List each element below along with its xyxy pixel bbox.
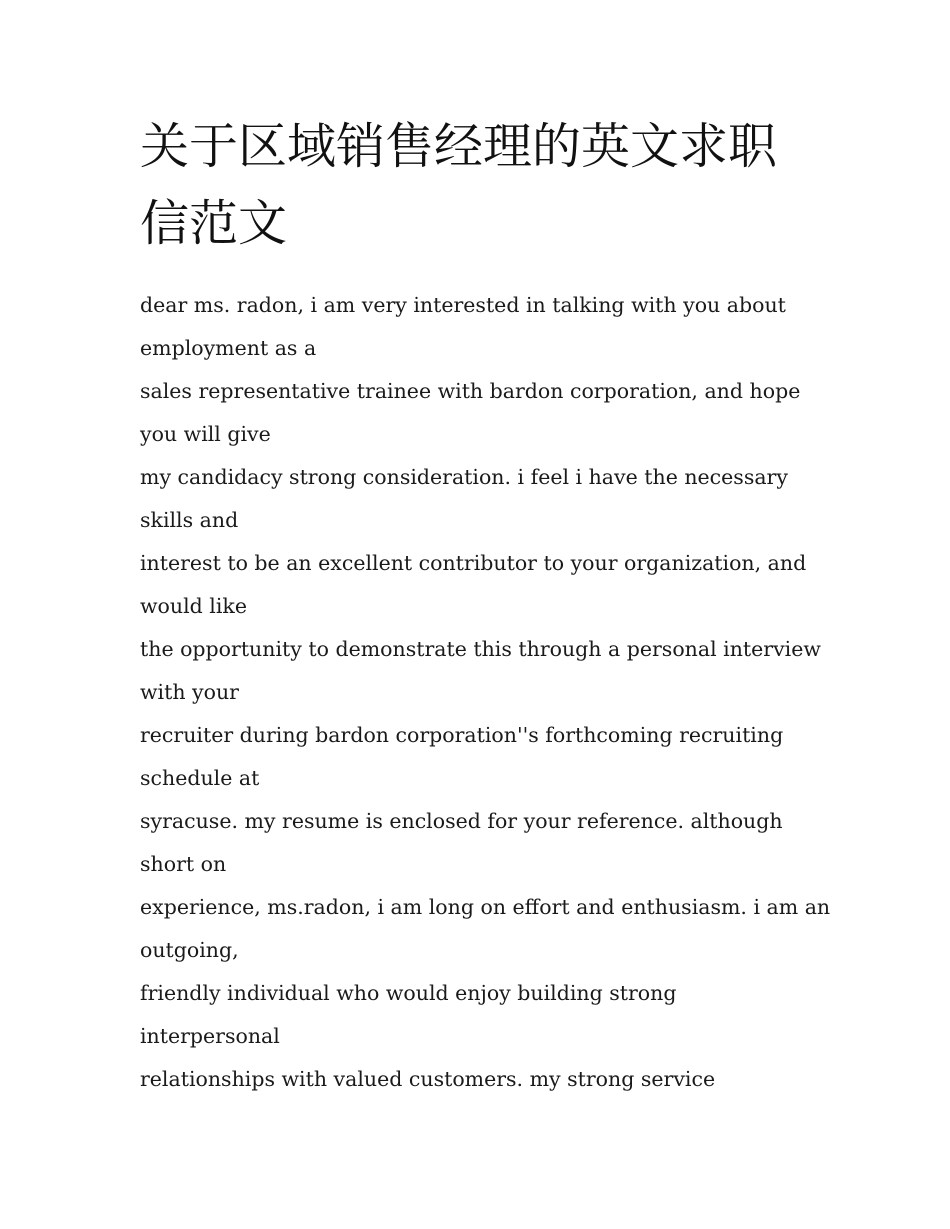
body-line: sales representative trainee with bardon corporation, and hope: [140, 379, 801, 403]
body-line: skills and: [140, 508, 239, 532]
body-line: interpersonal: [140, 1024, 280, 1048]
body-line: would like: [140, 594, 247, 618]
body-line: recruiter during bardon corporation''s forthcoming recruiting: [140, 723, 784, 747]
body-line: my candidacy strong consideration. i feel i have the necessary: [140, 465, 788, 489]
document-page: [140, 108, 831, 1101]
body-line: outgoing,: [140, 938, 239, 962]
body-line: interest to be an excellent contributor to your organization, and: [140, 551, 807, 575]
body-line: employment as a: [140, 336, 317, 360]
body-line: short on: [140, 852, 227, 876]
body-line: you will give: [140, 422, 271, 446]
document-title: 关于区域销售经理的英文求职信范文: [140, 118, 778, 252]
body-line: the opportunity to demonstrate this through a personal interview: [140, 637, 821, 661]
body-line: schedule at: [140, 766, 260, 790]
body-line: syracuse. my resume is enclosed for your reference. although: [140, 809, 783, 833]
body-line: dear ms. radon, i am very interested in talking with you about: [140, 293, 786, 317]
document-body: [140, 284, 831, 1101]
body-line: friendly individual who would enjoy building strong: [140, 981, 677, 1005]
body-line: with your: [140, 680, 239, 704]
body-line: relationships with valued customers. my strong service: [140, 1067, 716, 1091]
body-line: experience, ms.radon, i am long on effort and enthusiasm. i am an: [140, 895, 831, 919]
